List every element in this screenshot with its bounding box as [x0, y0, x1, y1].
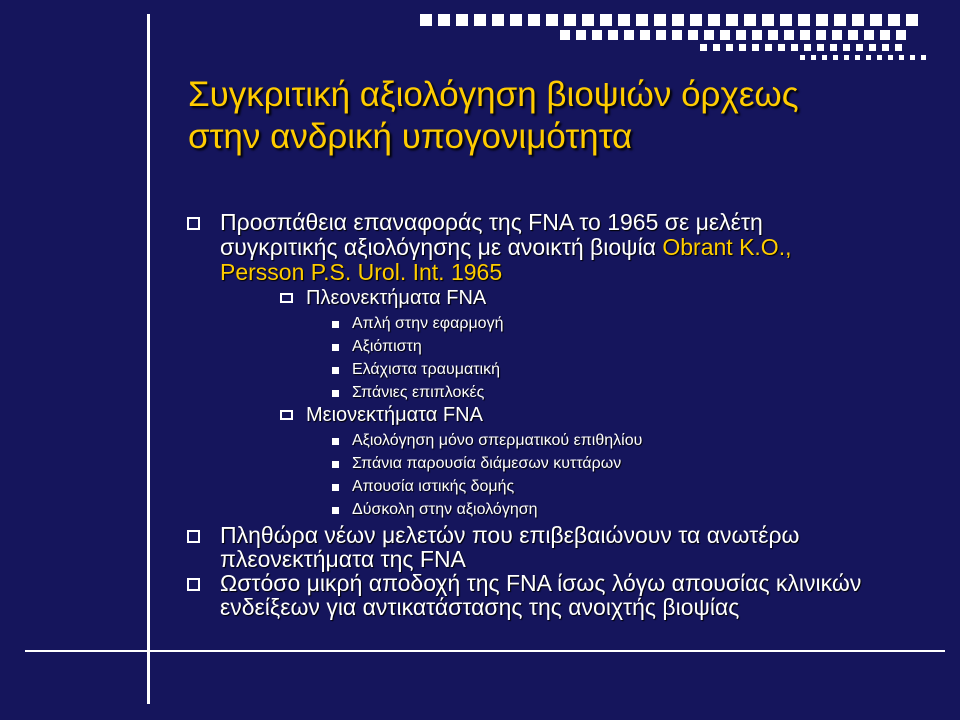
decorative-square	[672, 14, 684, 26]
decorative-square	[576, 30, 586, 40]
decorative-vertical-line	[147, 14, 150, 704]
decorative-square	[864, 30, 874, 40]
decorative-square	[420, 14, 432, 26]
bullet-hollow-square-icon	[187, 578, 200, 591]
decorative-horizontal-line	[25, 650, 945, 652]
decorative-square	[811, 55, 816, 60]
decorative-square	[688, 30, 698, 40]
decorative-square	[848, 30, 858, 40]
title-line-2: στην ανδρική υπογονιμότητα	[188, 117, 633, 156]
decorative-square	[804, 44, 811, 51]
bullet-small-hollow-square-icon	[280, 293, 293, 303]
decorative-square	[474, 14, 486, 26]
title-line-1: Συγκριτική αξιολόγηση βιοψιών όρχεως	[188, 75, 799, 114]
point-1-citation: Persson P.S. Urol. Int. 1965	[220, 259, 503, 285]
point-1-line-2: συγκριτικής αξιολόγησης με ανοικτή βιοψία Obrant K.O.,	[220, 234, 792, 260]
decorative-square	[798, 14, 810, 26]
decorative-square	[830, 44, 837, 51]
advantage-item: Απλή στην εφαρμογή	[352, 315, 504, 332]
decorative-square	[888, 14, 900, 26]
decorative-square	[726, 14, 738, 26]
decorative-square	[822, 55, 827, 60]
decorative-square	[791, 44, 798, 51]
point-3-line-1: Ωστόσο μικρή αποδοχή της FNA ίσως λόγω απουσίας κλινικών	[220, 570, 862, 596]
decorative-square	[438, 14, 450, 26]
decorative-square	[834, 14, 846, 26]
decorative-square	[817, 44, 824, 51]
point-2-line-1: Πληθώρα νέων μελετών που επιβεβαιώνουν τα ανωτέρω	[220, 522, 800, 548]
decorative-square	[768, 30, 778, 40]
decorative-square	[832, 30, 842, 40]
decorative-square	[636, 14, 648, 26]
decorative-square	[608, 30, 618, 40]
decorative-square	[672, 30, 682, 40]
decorative-square	[713, 44, 720, 51]
bullet-filled-square-icon	[332, 390, 339, 397]
decorative-square	[855, 55, 860, 60]
decorative-square	[882, 44, 889, 51]
decorative-square	[895, 44, 902, 51]
decorative-square	[896, 30, 906, 40]
point-2-line-2: πλεονεκτήματα της FNA	[220, 546, 466, 572]
decorative-square	[800, 30, 810, 40]
decorative-square	[546, 14, 558, 26]
bullet-filled-square-icon	[332, 461, 339, 468]
decorative-square	[739, 44, 746, 51]
advantage-item: Αξιόπιστη	[352, 338, 422, 355]
decorative-square	[833, 55, 838, 60]
decorative-square	[564, 14, 576, 26]
bullet-filled-square-icon	[332, 484, 339, 491]
decorative-square	[780, 14, 792, 26]
decorative-square	[560, 30, 570, 40]
decorative-square	[816, 14, 828, 26]
advantage-item: Σπάνιες επιπλοκές	[352, 384, 485, 401]
bullet-filled-square-icon	[332, 438, 339, 445]
decorative-square	[906, 14, 918, 26]
decorative-square	[720, 30, 730, 40]
bullet-hollow-square-icon	[187, 530, 200, 543]
decorative-square	[866, 55, 871, 60]
disadvantage-item: Αξιολόγηση μόνο σπερματικού επιθηλίου	[352, 432, 643, 449]
bullet-filled-square-icon	[332, 367, 339, 374]
decorative-square	[762, 14, 774, 26]
decorative-square	[784, 30, 794, 40]
decorative-square	[869, 44, 876, 51]
decorative-square	[800, 55, 805, 60]
decorative-square	[528, 14, 540, 26]
decorative-square	[752, 30, 762, 40]
decorative-square	[700, 44, 707, 51]
decorative-square	[870, 14, 882, 26]
decorative-square	[736, 30, 746, 40]
advantages-heading: Πλεονεκτήματα FNA	[306, 287, 487, 309]
decorative-square	[880, 30, 890, 40]
decorative-square	[765, 44, 772, 51]
decorative-square	[726, 44, 733, 51]
decorative-square	[888, 55, 893, 60]
decorative-square	[752, 44, 759, 51]
decorative-square	[843, 44, 850, 51]
decorative-square	[877, 55, 882, 60]
bullet-small-hollow-square-icon	[280, 410, 293, 420]
citation-authors: Obrant K.O.,	[662, 234, 792, 260]
decorative-square	[744, 14, 756, 26]
decorative-square	[492, 14, 504, 26]
decorative-square	[844, 55, 849, 60]
decorative-square	[690, 14, 702, 26]
disadvantage-item: Απουσία ιστικής δομής	[352, 478, 515, 495]
decorative-square	[910, 55, 915, 60]
bullet-filled-square-icon	[332, 507, 339, 514]
decorative-square	[708, 14, 720, 26]
decorative-square	[618, 14, 630, 26]
point-1-line-1: Προσπάθεια επαναφοράς της FNA το 1965 σε μελέτη	[220, 209, 763, 235]
decorative-square	[899, 55, 904, 60]
decorative-square	[856, 44, 863, 51]
advantage-item: Ελάχιστα τραυματική	[352, 361, 500, 378]
decorative-square	[704, 30, 714, 40]
decorative-square	[852, 14, 864, 26]
slide-title	[188, 74, 928, 158]
point-3-line-2: ενδείξεων για αντικατάστασης της ανοιχτής βιοψίας	[220, 594, 740, 620]
decorative-square	[582, 14, 594, 26]
decorative-square	[456, 14, 468, 26]
decorative-square	[654, 14, 666, 26]
decorative-square	[778, 44, 785, 51]
bullet-filled-square-icon	[332, 321, 339, 328]
decorative-square	[592, 30, 602, 40]
disadvantage-item: Σπάνια παρουσία διάμεσων κυττάρων	[352, 455, 622, 472]
decorative-square	[816, 30, 826, 40]
disadvantages-heading: Μειονεκτήματα FNA	[306, 404, 483, 426]
decorative-square	[921, 55, 926, 60]
decorative-square	[656, 30, 666, 40]
decorative-square	[510, 14, 522, 26]
bullet-hollow-square-icon	[187, 217, 200, 230]
disadvantage-item: Δύσκολη στην αξιολόγηση	[352, 501, 538, 518]
bullet-filled-square-icon	[332, 344, 339, 351]
decorative-square	[624, 30, 634, 40]
decorative-square	[640, 30, 650, 40]
decorative-square	[600, 14, 612, 26]
